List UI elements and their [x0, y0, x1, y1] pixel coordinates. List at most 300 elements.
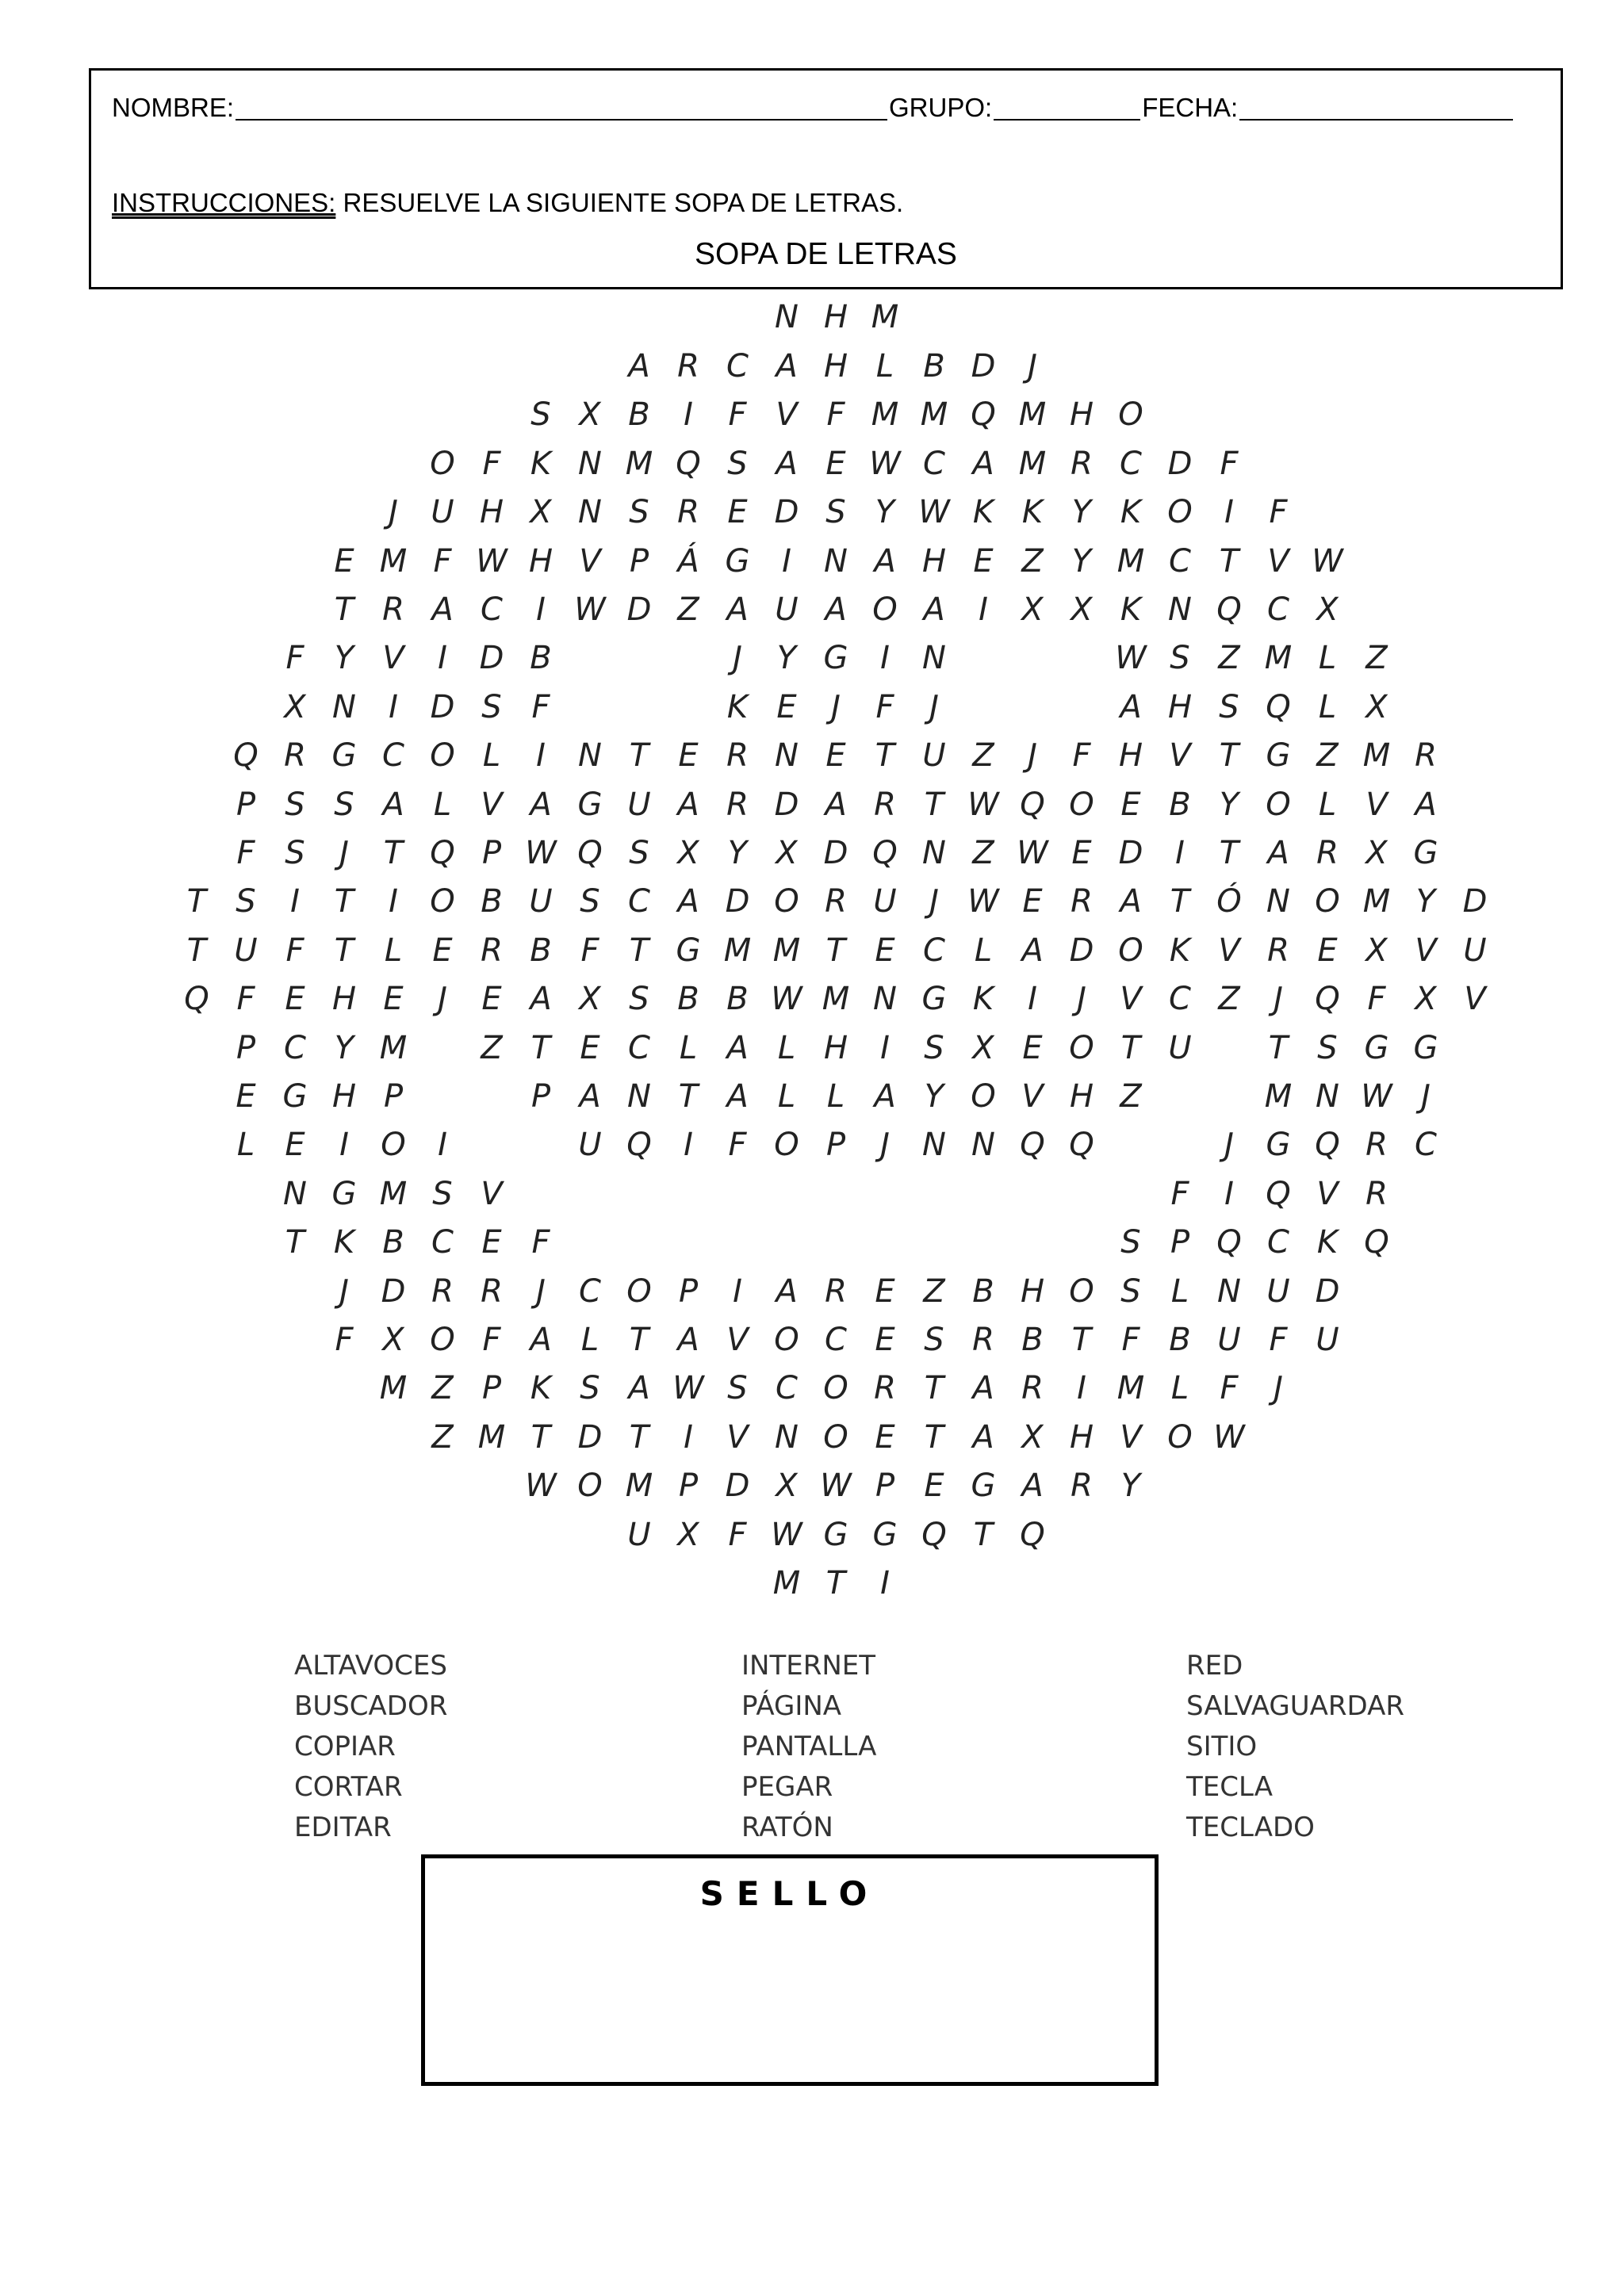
- grid-letter: R: [1071, 446, 1093, 482]
- grid-letter: T: [530, 1419, 551, 1456]
- grid-letter: V: [726, 1322, 749, 1358]
- grid-letter: I: [782, 543, 791, 580]
- grid-letter: S: [629, 835, 649, 871]
- grid-letter: N: [922, 835, 946, 871]
- grid-letter: J: [536, 1273, 546, 1310]
- grid-letter: B: [628, 396, 650, 433]
- grid-letter: S: [530, 396, 551, 433]
- grid-letter: A: [1415, 786, 1437, 823]
- grid-letter: O: [1315, 883, 1340, 920]
- grid-letter: R: [874, 786, 896, 823]
- grid-letter: T: [973, 1517, 994, 1553]
- grid-letter: U: [431, 494, 454, 530]
- grid-letter: Á: [677, 543, 699, 580]
- grid-letter: L: [1170, 1273, 1189, 1310]
- grid-letter: R: [972, 1322, 994, 1358]
- grid-letter: L: [1170, 1370, 1189, 1406]
- grid-letter: N: [922, 640, 946, 676]
- grid-letter: A: [874, 543, 896, 580]
- grid-letter: D: [430, 689, 455, 725]
- grid-letter: O: [577, 1468, 603, 1504]
- grid-letter: A: [1021, 932, 1044, 969]
- grid-letter: C: [776, 1370, 798, 1406]
- grid-letter: X: [1365, 835, 1388, 871]
- grid-letter: E: [334, 543, 354, 580]
- grid-letter: F: [728, 1127, 747, 1163]
- grid-letter: Q: [1364, 1224, 1389, 1261]
- grid-letter: T: [629, 932, 649, 969]
- grid-letter: Z: [677, 591, 699, 628]
- grid-letter: B: [382, 1224, 404, 1261]
- grid-letter: J: [831, 689, 841, 725]
- grid-letter: H: [331, 1078, 357, 1115]
- grid-letter: O: [774, 1322, 799, 1358]
- grid-letter: A: [628, 348, 650, 385]
- grid-letter: G: [872, 1517, 898, 1553]
- grid-letter: P: [236, 1030, 256, 1066]
- grid-letter: H: [1069, 1419, 1094, 1456]
- grid-letter: U: [922, 737, 946, 774]
- grid-letter: E: [875, 932, 895, 969]
- grid-letter: L: [482, 737, 501, 774]
- grid-letter: Y: [1415, 883, 1436, 920]
- grid-letter: C: [726, 348, 749, 385]
- grid-letter: U: [1463, 932, 1487, 969]
- grid-letter: P: [530, 1078, 551, 1115]
- grid-letter: V: [1415, 932, 1437, 969]
- grid-letter: A: [972, 446, 994, 482]
- grid-letter: G: [331, 1176, 357, 1212]
- grid-letter: Q: [921, 1517, 947, 1553]
- grid-letter: Z: [1021, 543, 1044, 580]
- grid-letter: A: [382, 786, 404, 823]
- grid-letter: X: [1021, 1419, 1044, 1456]
- grid-letter: T: [1120, 1030, 1141, 1066]
- grid-letter: S: [432, 1176, 453, 1212]
- grid-letter: G: [1364, 1030, 1389, 1066]
- grid-letter: G: [1413, 1030, 1438, 1066]
- grid-letter: U: [775, 591, 799, 628]
- grid-letter: W: [1213, 1419, 1245, 1456]
- grid-letter: X: [579, 981, 601, 1017]
- grid-letter: A: [530, 786, 552, 823]
- grid-letter: Z: [923, 1273, 945, 1310]
- grid-letter: Q: [1216, 591, 1242, 628]
- grid-letter: B: [530, 932, 552, 969]
- grid-letter: O: [872, 591, 898, 628]
- grid-letter: I: [389, 689, 398, 725]
- grid-letter: T: [924, 1370, 944, 1406]
- grid-letter: H: [823, 348, 848, 385]
- grid-letter: E: [285, 981, 305, 1017]
- word-list-item: INTERNET: [741, 1650, 876, 1682]
- grid-letter: O: [823, 1370, 848, 1406]
- grid-letter: L: [433, 786, 452, 823]
- grid-letter: X: [776, 835, 798, 871]
- grid-letter: B: [481, 883, 503, 920]
- grid-letter: W: [1017, 835, 1048, 871]
- grid-letter: F: [285, 932, 304, 969]
- grid-letter: D: [774, 494, 799, 530]
- grid-letter: Z: [972, 737, 994, 774]
- grid-letter: A: [677, 883, 699, 920]
- grid-letter: Q: [1069, 1127, 1094, 1163]
- grid-letter: F: [285, 640, 304, 676]
- grid-letter: U: [578, 1127, 602, 1163]
- grid-letter: J: [880, 1127, 890, 1163]
- grid-letter: Y: [924, 1078, 944, 1115]
- grid-letter: X: [1365, 932, 1388, 969]
- grid-letter: V: [1316, 1176, 1339, 1212]
- grid-letter: E: [1022, 883, 1043, 920]
- word-list-item: PÁGINA: [741, 1690, 842, 1722]
- grid-letter: N: [332, 689, 356, 725]
- grid-letter: K: [1169, 932, 1191, 969]
- grid-letter: N: [775, 737, 799, 774]
- grid-letter: E: [924, 1468, 944, 1504]
- grid-letter: E: [1120, 786, 1141, 823]
- word-list-item: CORTAR: [294, 1771, 403, 1803]
- instructions-label: INSTRUCCIONES:: [112, 188, 336, 217]
- word-list-item: SITIO: [1186, 1731, 1258, 1762]
- grid-letter: N: [283, 1176, 307, 1212]
- grid-letter: C: [1169, 543, 1191, 580]
- grid-letter: H: [528, 543, 553, 580]
- grid-letter: T: [629, 1419, 649, 1456]
- grid-letter: L: [1318, 786, 1337, 823]
- grid-letter: Q: [626, 1127, 652, 1163]
- grid-letter: T: [186, 883, 207, 920]
- grid-letter: V: [776, 396, 798, 433]
- grid-letter: M: [625, 1468, 653, 1504]
- grid-letter: W: [771, 1517, 802, 1553]
- grid-letter: U: [529, 883, 553, 920]
- grid-letter: Y: [776, 640, 797, 676]
- grid-letter: I: [979, 591, 988, 628]
- grid-letter: X: [1415, 981, 1437, 1017]
- grid-letter: A: [726, 591, 749, 628]
- grid-letter: G: [331, 737, 357, 774]
- grid-letter: J: [1274, 981, 1283, 1017]
- grid-letter: D: [1118, 835, 1143, 871]
- grid-letter: L: [777, 1030, 796, 1066]
- grid-letter: I: [880, 640, 890, 676]
- grid-letter: D: [381, 1273, 406, 1310]
- grid-letter: R: [726, 737, 749, 774]
- word-list-item: RATÓN: [741, 1812, 833, 1843]
- grid-letter: D: [725, 1468, 750, 1504]
- grid-letter: S: [236, 883, 256, 920]
- grid-letter: A: [923, 591, 945, 628]
- grid-letter: C: [481, 591, 503, 628]
- grid-letter: F: [531, 1224, 550, 1261]
- grid-letter: M: [772, 932, 801, 969]
- grid-letter: X: [1021, 591, 1044, 628]
- grid-letter: P: [383, 1078, 404, 1115]
- grid-letter: K: [530, 446, 552, 482]
- grid-letter: D: [725, 883, 750, 920]
- grid-letter: W: [476, 543, 508, 580]
- grid-letter: F: [236, 981, 255, 1017]
- grid-letter: A: [530, 981, 552, 1017]
- grid-letter: F: [1269, 494, 1288, 530]
- grid-letter: E: [825, 737, 846, 774]
- grid-letter: T: [334, 591, 354, 628]
- grid-letter: Y: [875, 494, 895, 530]
- grid-letter: Y: [1120, 1468, 1141, 1504]
- grid-letter: T: [285, 1224, 305, 1261]
- grid-letter: H: [1020, 1273, 1045, 1310]
- grid-letter: F: [1072, 737, 1091, 774]
- grid-letter: T: [1219, 737, 1239, 774]
- grid-letter: Q: [1315, 981, 1340, 1017]
- grid-letter: O: [1167, 494, 1193, 530]
- grid-letter: T: [1170, 883, 1190, 920]
- grid-letter: M: [1264, 1078, 1293, 1115]
- grid-letter: Y: [727, 835, 748, 871]
- grid-letter: U: [1316, 1322, 1339, 1358]
- grid-letter: D: [577, 1419, 603, 1456]
- grid-letter: A: [1021, 1468, 1044, 1504]
- grid-letter: L: [679, 1030, 698, 1066]
- word-list-item: TECLA: [1186, 1771, 1273, 1803]
- grid-letter: A: [726, 1078, 749, 1115]
- word-list-item: EDITAR: [294, 1812, 392, 1843]
- grid-letter: T: [924, 1419, 944, 1456]
- grid-letter: O: [430, 446, 455, 482]
- grid-letter: A: [1120, 689, 1142, 725]
- grid-letter: F: [1367, 981, 1386, 1017]
- grid-letter: C: [923, 446, 945, 482]
- grid-letter: S: [629, 494, 649, 530]
- grid-letter: Q: [1020, 786, 1045, 823]
- grid-letter: M: [379, 543, 408, 580]
- grid-letter: L: [875, 348, 894, 385]
- grid-letter: K: [530, 1370, 552, 1406]
- group-label: GRUPO:: [889, 93, 993, 122]
- grid-letter: R: [481, 932, 503, 969]
- grid-letter: N: [627, 1078, 651, 1115]
- grid-letter: T: [678, 1078, 699, 1115]
- grid-letter: J: [929, 883, 939, 920]
- grid-letter: S: [727, 446, 748, 482]
- grid-letter: S: [1120, 1224, 1141, 1261]
- grid-letter: C: [1120, 446, 1142, 482]
- grid-letter: I: [1224, 1176, 1234, 1212]
- grid-letter: Ó: [1216, 883, 1242, 920]
- grid-letter: X: [284, 689, 306, 725]
- grid-letter: Z: [481, 1030, 503, 1066]
- grid-letter: R: [481, 1273, 503, 1310]
- grid-letter: X: [1365, 689, 1388, 725]
- grid-letter: X: [579, 396, 601, 433]
- grid-letter: Q: [1020, 1517, 1045, 1553]
- grid-letter: R: [1071, 883, 1093, 920]
- grid-letter: I: [389, 883, 398, 920]
- grid-letter: F: [482, 446, 501, 482]
- grid-letter: T: [530, 1030, 551, 1066]
- grid-letter: C: [1415, 1127, 1437, 1163]
- grid-letter: C: [825, 1322, 847, 1358]
- grid-letter: O: [1069, 786, 1094, 823]
- grid-letter: E: [481, 981, 502, 1017]
- grid-letter: S: [629, 981, 649, 1017]
- grid-letter: L: [580, 1322, 599, 1358]
- grid-letter: O: [971, 1078, 996, 1115]
- grid-letter: I: [880, 1030, 890, 1066]
- grid-letter: H: [479, 494, 504, 530]
- grid-letter: G: [282, 1078, 308, 1115]
- grid-letter: Y: [1071, 494, 1092, 530]
- grid-letter: F: [1170, 1176, 1189, 1212]
- grid-letter: K: [1120, 494, 1142, 530]
- grid-letter: E: [580, 1030, 600, 1066]
- grid-letter: I: [438, 640, 447, 676]
- word-list-item: SALVAGUARDAR: [1186, 1690, 1405, 1722]
- word-list-column-2: [741, 1646, 876, 1848]
- grid-letter: Q: [184, 981, 209, 1017]
- grid-letter: O: [774, 883, 799, 920]
- grid-letter: J: [733, 640, 742, 676]
- grid-letter: T: [629, 1322, 649, 1358]
- grid-letter: F: [1269, 1322, 1288, 1358]
- grid-letter: E: [825, 446, 846, 482]
- grid-letter: P: [629, 543, 649, 580]
- grid-letter: J: [438, 981, 447, 1017]
- grid-letter: M: [822, 981, 850, 1017]
- grid-letter: M: [1116, 543, 1145, 580]
- grid-letter: F: [1121, 1322, 1140, 1358]
- grid-letter: E: [973, 543, 994, 580]
- grid-letter: Q: [1216, 1224, 1242, 1261]
- grid-letter: T: [383, 835, 404, 871]
- grid-letter: F: [875, 689, 894, 725]
- grid-letter: M: [1362, 737, 1391, 774]
- grid-letter: Q: [1266, 689, 1291, 725]
- grid-letter: W: [1361, 1078, 1392, 1115]
- grid-letter: D: [774, 786, 799, 823]
- grid-letter: S: [1219, 689, 1239, 725]
- grid-letter: G: [823, 1517, 848, 1553]
- grid-letter: T: [825, 932, 846, 969]
- grid-letter: X: [972, 1030, 994, 1066]
- grid-letter: W: [869, 446, 901, 482]
- grid-letter: E: [481, 1224, 502, 1261]
- grid-letter: W: [820, 1468, 852, 1504]
- grid-letter: N: [578, 494, 602, 530]
- grid-letter: W: [672, 1370, 704, 1406]
- grid-letter: M: [379, 1030, 408, 1066]
- grid-letter: G: [1266, 737, 1291, 774]
- grid-letter: E: [1022, 1030, 1043, 1066]
- grid-letter: O: [823, 1419, 848, 1456]
- grid-letter: F: [433, 543, 452, 580]
- grid-letter: P: [678, 1468, 699, 1504]
- grid-letter: S: [580, 1370, 600, 1406]
- grid-letter: J: [339, 835, 349, 871]
- grid-letter: I: [536, 737, 546, 774]
- grid-letter: A: [1267, 835, 1289, 871]
- grid-letter: C: [923, 932, 945, 969]
- grid-letter: N: [873, 981, 897, 1017]
- grid-letter: M: [379, 1176, 408, 1212]
- grid-letter: R: [825, 1273, 847, 1310]
- grid-letter: S: [1170, 640, 1190, 676]
- grid-letter: I: [1077, 1370, 1086, 1406]
- grid-letter: B: [530, 640, 552, 676]
- grid-letter: Z: [972, 835, 994, 871]
- date-label: FECHA:: [1142, 93, 1239, 122]
- grid-letter: A: [530, 1322, 552, 1358]
- word-list-item: PANTALLA: [741, 1731, 877, 1762]
- grid-letter: E: [875, 1419, 895, 1456]
- grid-letter: K: [1316, 1224, 1339, 1261]
- grid-letter: Q: [676, 446, 701, 482]
- grid-letter: O: [1069, 1030, 1094, 1066]
- grid-letter: J: [929, 689, 939, 725]
- grid-letter: V: [1464, 981, 1486, 1017]
- grid-letter: W: [525, 1468, 557, 1504]
- grid-letter: D: [1315, 1273, 1340, 1310]
- grid-letter: F: [728, 396, 747, 433]
- grid-letter: I: [684, 1419, 693, 1456]
- grid-letter: Q: [1266, 1176, 1291, 1212]
- grid-letter: H: [1069, 1078, 1094, 1115]
- grid-letter: C: [628, 883, 650, 920]
- grid-letter: F: [482, 1322, 501, 1358]
- grid-letter: M: [1018, 446, 1047, 482]
- grid-letter: L: [236, 1127, 255, 1163]
- grid-letter: Z: [1218, 981, 1240, 1017]
- grid-letter: R: [382, 591, 404, 628]
- grid-letter: N: [578, 446, 602, 482]
- grid-letter: E: [236, 1078, 256, 1115]
- grid-letter: K: [972, 981, 994, 1017]
- grid-letter: C: [1169, 981, 1191, 1017]
- grid-letter: D: [971, 348, 996, 385]
- word-list-column-1: [294, 1646, 447, 1848]
- grid-letter: I: [438, 1127, 447, 1163]
- grid-letter: I: [1175, 835, 1185, 871]
- grid-letter: X: [1071, 591, 1093, 628]
- grid-letter: E: [1071, 835, 1092, 871]
- grid-letter: E: [727, 494, 748, 530]
- grid-letter: A: [726, 1030, 749, 1066]
- word-list-item: TECLADO: [1186, 1812, 1315, 1843]
- grid-letter: R: [1415, 737, 1437, 774]
- grid-letter: M: [1116, 1370, 1145, 1406]
- grid-letter: I: [880, 1565, 890, 1601]
- instructions-text: RESUELVE LA SIGUIENTE SOPA DE LETRAS.: [335, 188, 904, 217]
- grid-letter: U: [627, 786, 651, 823]
- grid-letter: E: [875, 1273, 895, 1310]
- grid-letter: A: [677, 786, 699, 823]
- grid-letter: B: [1169, 1322, 1191, 1358]
- grid-letter: E: [875, 1322, 895, 1358]
- grid-letter: Q: [971, 396, 996, 433]
- grid-letter: D: [1069, 932, 1094, 969]
- grid-letter: X: [530, 494, 552, 530]
- grid-letter: B: [1169, 786, 1191, 823]
- grid-letter: P: [678, 1273, 699, 1310]
- grid-letter: I: [684, 1127, 693, 1163]
- grid-letter: M: [871, 396, 899, 433]
- grid-letter: O: [1118, 932, 1143, 969]
- grid-letter: V: [1218, 932, 1240, 969]
- word-list-item: COPIAR: [294, 1731, 396, 1762]
- grid-letter: H: [1167, 689, 1193, 725]
- grid-letter: J: [1421, 1078, 1431, 1115]
